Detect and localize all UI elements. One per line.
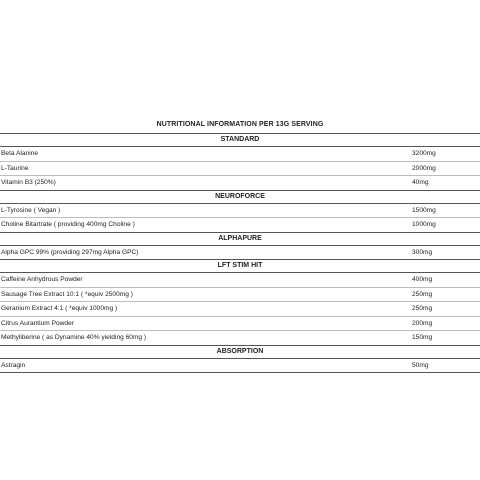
nutrition-table <box>0 117 480 373</box>
section-heading: LFT STIM HIT <box>0 260 480 273</box>
section-alphapure <box>0 233 480 261</box>
ingredient-name: L-Taurine <box>1 164 29 172</box>
section-heading: STANDARD <box>0 134 480 147</box>
ingredient-amount: 150mg <box>412 334 433 341</box>
ingredient-name: Vitamin B3 (250%) <box>1 179 56 186</box>
ingredient-amount: 40mg <box>412 179 429 186</box>
ingredient-name: Sausage Tree Extract 10:1 ( *equiv 2500mg ) <box>1 290 133 298</box>
ingredient-name: Alpha GPC 99% (providing 297mg Alpha GPC) <box>1 248 139 256</box>
ingredient-amount: 300mg <box>412 248 433 256</box>
ingredient-name: Caffeine Anhydrous Powder <box>1 276 83 283</box>
ingredient-amount: 200mg <box>412 319 433 327</box>
section-absorption <box>0 346 480 374</box>
ingredient-name: Choline Bitartrate ( providing 400mg Choline ) <box>1 221 135 228</box>
section-lft-stim-hit <box>0 260 480 346</box>
ingredient-name: L-Tyrosine ( Vegan ) <box>1 206 61 214</box>
section-neuroforce <box>0 191 480 233</box>
table-row <box>0 162 480 177</box>
table-row <box>0 204 480 219</box>
ingredient-amount: 250mg <box>412 305 433 312</box>
table-row <box>0 317 480 332</box>
section-standard <box>0 134 480 191</box>
section-heading: ABSORPTION <box>0 346 480 359</box>
ingredient-name: Astragin <box>1 361 26 369</box>
table-row <box>0 302 480 317</box>
ingredient-amount: 1500mg <box>412 206 436 214</box>
ingredient-amount: 250mg <box>412 290 433 298</box>
ingredient-name: Beta Alanine <box>1 150 39 157</box>
table-row <box>0 331 480 346</box>
ingredient-name: Methyliberine ( as Dynamine 40% yielding 60mg ) <box>1 334 147 341</box>
ingredient-amount: 3200mg <box>412 150 436 157</box>
table-row <box>0 273 480 288</box>
table-row <box>0 176 480 191</box>
section-heading: NEUROFORCE <box>0 191 480 204</box>
table-row <box>0 246 480 261</box>
table-row <box>0 147 480 162</box>
table-row <box>0 359 480 374</box>
ingredient-amount: 1000mg <box>412 221 436 228</box>
table-row <box>0 288 480 303</box>
ingredient-amount: 2000mg <box>412 164 436 172</box>
ingredient-name: Citrus Aurantium Powder <box>1 319 74 327</box>
table-title: NUTRITIONAL INFORMATION PER 13G SERVING <box>0 117 480 134</box>
section-heading: ALPHAPURE <box>0 233 480 246</box>
ingredient-name: Geranium Extract 4:1 ( *equiv 1000mg ) <box>1 305 118 312</box>
ingredient-amount: 400mg <box>412 276 433 283</box>
ingredient-amount: 50mg <box>412 361 429 369</box>
table-row <box>0 218 480 233</box>
